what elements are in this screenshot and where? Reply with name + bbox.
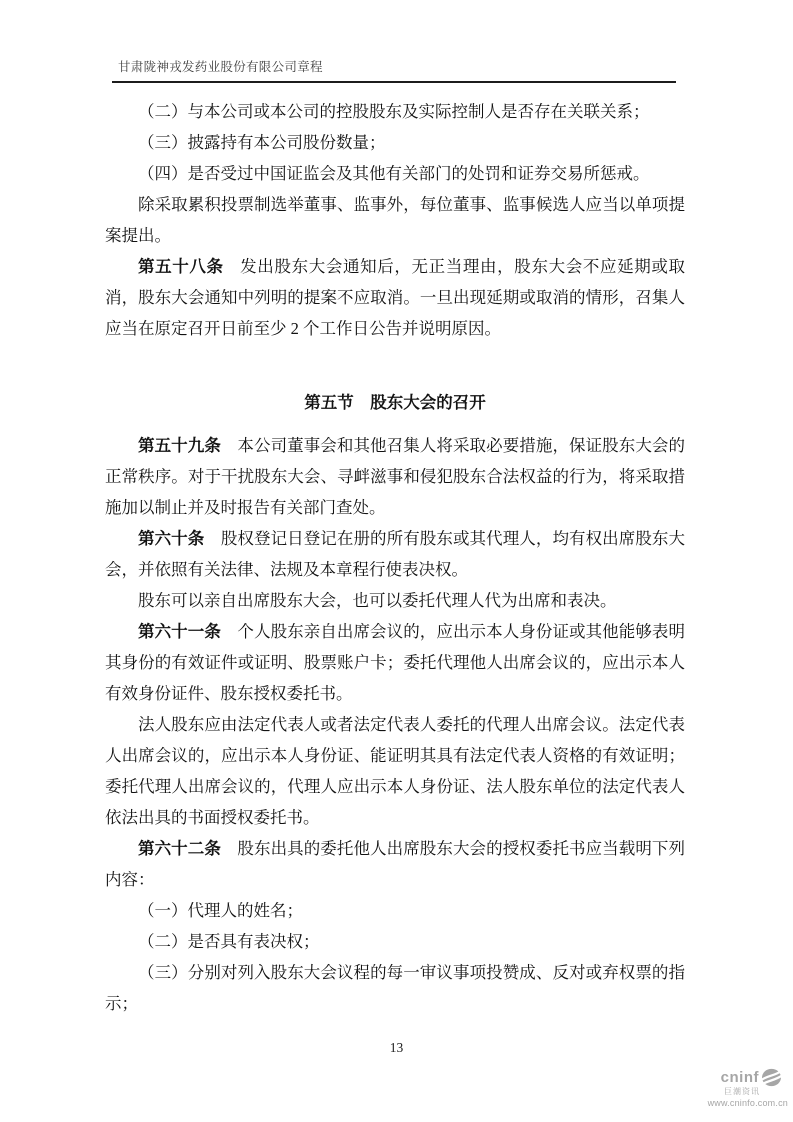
- cninfo-brand-text: cninf: [720, 1069, 759, 1086]
- paragraph-article-59: [105, 430, 685, 523]
- cninfo-swirl-globe-icon: [761, 1068, 782, 1087]
- article-59-text: 本公司董事会和其他召集人将采取必要措施，保证股东大会的正常秩序。对于干扰股东大会、寻衅滋事和侵犯股东合法权益的行为，将采取措施加以制止并及时报告有关部门查处。: [105, 436, 686, 517]
- article-62-text: 股东出具的委托他人出席股东大会的授权委托书应当载明下列内容：: [105, 839, 686, 889]
- paragraph-legal-person-shareholder: 法人股东应由法定代表人或者法定代表人委托的代理人出席会议。法定代表人出席会议的，应出示本人身份证、能证明其具有法定代表人资格的有效证明；委托代理人出席会议的，代理人应出示本人身份证、法人股东单位的法定代表人依法出具的书面授权委托书。: [105, 715, 685, 827]
- paragraph-item-4: （四）是否受过中国证监会及其他有关部门的处罚和证券交易所惩戒。: [138, 164, 650, 183]
- header-title: 甘肃陇神戎发药业股份有限公司章程: [118, 60, 323, 74]
- cninfo-brand-row: [708, 1068, 782, 1087]
- cninfo-watermark: [708, 1068, 790, 1109]
- paragraph-proxy-item-3: （三）分别对列入股东大会议程的每一审议事项投赞成、反对或弃权票的指示；: [105, 963, 685, 1013]
- paragraph-proxy-item-1: （一）代理人的姓名；: [138, 901, 303, 920]
- section-heading: 第五节 股东大会的召开: [304, 393, 486, 412]
- paragraph-proxy-item-2: （二）是否具有表决权；: [138, 932, 320, 951]
- article-62-number: 第六十二条: [138, 839, 221, 858]
- article-59-number: 第五十九条: [138, 436, 221, 455]
- paragraph-item-3: （三）披露持有本公司股份数量；: [138, 133, 386, 152]
- paragraph-article-60: [105, 523, 685, 585]
- article-61-number: 第六十一条: [138, 622, 221, 641]
- cninfo-company-name: 巨潮资讯: [724, 1087, 760, 1096]
- article-60-text: 股权登记日登记在册的所有股东或其代理人，均有权出席股东大会，并依照有关法律、法规及本章程行使表决权。: [105, 529, 686, 579]
- article-60-number: 第六十条: [138, 529, 205, 548]
- paragraph-article-61: [105, 616, 685, 709]
- paragraph-attend-in-person: 股东可以亲自出席股东大会，也可以委托代理人代为出席和表决。: [138, 591, 617, 610]
- article-61-text: 个人股东亲自出席会议的，应出示本人身份证或其他能够表明其身份的有效证件或证明、股票账户卡；委托代理他人出席会议的，应出示本人有效身份证件、股东授权委托书。: [105, 622, 686, 703]
- page-number: 13: [389, 1040, 404, 1055]
- page-header: [112, 57, 676, 83]
- paragraph-item-2: （二）与本公司或本公司的控股股东及实际控制人是否存在关联关系；: [138, 102, 650, 121]
- article-58-number: 第五十八条: [138, 257, 224, 276]
- cninfo-url: www.cninfo.com.cn: [707, 1098, 788, 1108]
- paragraph-article-62: [105, 833, 685, 895]
- article-58-text: 发出股东大会通知后，无正当理由，股东大会不应延期或取消，股东大会通知中列明的提案不应取消。一旦出现延期或取消的情形，召集人应当在原定召开日前至少 2 个工作日公告并说明原因。: [105, 257, 686, 338]
- document-body: [105, 96, 685, 1019]
- paragraph-cumulative-voting: 除采取累积投票制选举董事、监事外，每位董事、监事候选人应当以单项提案提出。: [105, 195, 685, 245]
- paragraph-article-58: [105, 251, 685, 344]
